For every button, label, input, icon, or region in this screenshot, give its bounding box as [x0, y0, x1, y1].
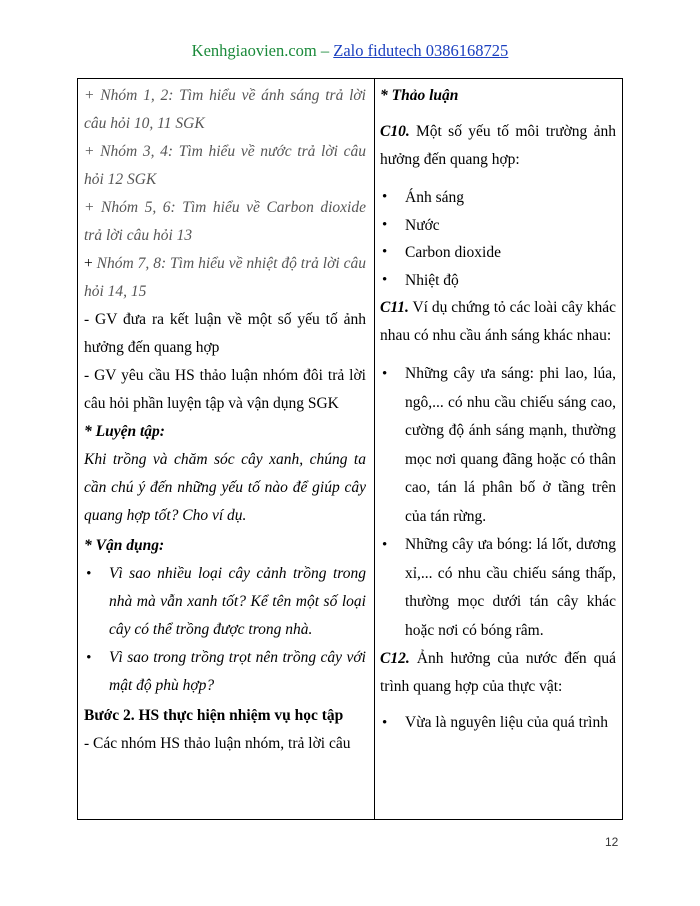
practice-question: Khi trồng và chăm sóc cây xanh, chúng ta cần chú ý đến những yếu tố nào để giúp cây quang hợp tốt? Cho ví dụ. [84, 451, 366, 524]
student-product-column [375, 79, 622, 819]
group-3-4-task: + Nhóm 3, 4: Tìm hiểu về nước trả lời câu hỏi 12 SGK [84, 143, 366, 188]
header-contact-link[interactable]: Zalo fidutech 0386168725 [333, 41, 509, 60]
apply-item: • Vì sao trong trồng trọt nên trồng cây với mật độ phù hợp? [84, 644, 366, 700]
factor-item: • Carbon dioxide [380, 239, 616, 267]
light-needs-list [380, 360, 616, 645]
factor-item: • Nước [380, 212, 616, 240]
answer-c10 [380, 118, 616, 174]
lesson-table [77, 78, 623, 820]
practice-heading: * Luyện tập: [84, 423, 165, 440]
page-number: 12 [605, 835, 619, 849]
factor-item: • Nhiệt độ [380, 267, 616, 295]
water-effect-item: • Vừa là nguyên liệu của quá trình [380, 709, 616, 737]
c10-label: C10. [380, 123, 410, 140]
group-7-8-text: Nhóm 7, 8: Tìm hiểu về nhiệt độ trả lời câu hỏi 14, 15 [84, 255, 366, 300]
teacher-request: - GV yêu cầu HS thảo luận nhóm đôi trả lời câu hỏi phần luyện tập và vận dụng SGK [84, 367, 366, 412]
c12-label: C12. [380, 650, 410, 667]
light-needs-item: • Những cây ưa bóng: lá lốt, dương xỉ,... có nhu cầu chiếu sáng thấp, thường mọc dưới tán cây khác hoặc nơi có bóng râm. [380, 531, 616, 645]
group-7-8-task [84, 250, 366, 306]
water-effect-list [380, 709, 616, 737]
c10-text: Một số yếu tố môi trường ảnh hưởng đến quang hợp: [380, 123, 616, 168]
factor-list [380, 184, 616, 294]
teacher-activity-column [78, 79, 375, 819]
step-2-heading: Bước 2. HS thực hiện nhiệm vụ học tập [84, 707, 344, 724]
step-2-text: - Các nhóm HS thảo luận nhóm, trả lời câu [84, 735, 351, 752]
apply-heading: * Vận dụng: [84, 537, 165, 554]
light-needs-item: • Những cây ưa sáng: phi lao, lúa, ngô,... có nhu cầu chiếu sáng cao, cường độ ánh sáng mạnh, thường mọc nơi quang đãng hoặc có thân cao, tán lá phân bố ở tầng trên của tán rừng. [380, 360, 616, 531]
teacher-conclusion: - GV đưa ra kết luận về một số yếu tố ảnh hưởng đến quang hợp [84, 311, 366, 356]
c11-text: Ví dụ chứng tỏ các loài cây khác nhau có nhu cầu ánh sáng khác nhau: [380, 299, 616, 344]
apply-list [84, 560, 366, 700]
group-5-6-task: + Nhóm 5, 6: Tìm hiểu về Carbon dioxide trả lời câu hỏi 13 [84, 199, 366, 244]
discussion-heading: * Thảo luận [380, 87, 459, 104]
answer-c11 [380, 294, 616, 350]
c11-label: C11. [380, 299, 409, 316]
group-7-8-plus: + [84, 255, 93, 272]
header-site[interactable]: Kenhgiaovien.com [191, 41, 317, 60]
apply-item: • Vì sao nhiều loại cây cảnh trồng trong nhà mà vẫn xanh tốt? Kể tên một số loại cây có thể trồng được trong nhà. [84, 560, 366, 644]
answer-c12 [380, 645, 616, 701]
group-1-2-task: + Nhóm 1, 2: Tìm hiểu về ánh sáng trả lời câu hỏi 10, 11 SGK [84, 87, 366, 132]
c12-text: Ảnh hưởng của nước đến quá trình quang hợp của thực vật: [380, 650, 616, 695]
factor-item: • Ánh sáng [380, 184, 616, 212]
page-header [0, 41, 700, 61]
header-separator: – [316, 41, 334, 60]
